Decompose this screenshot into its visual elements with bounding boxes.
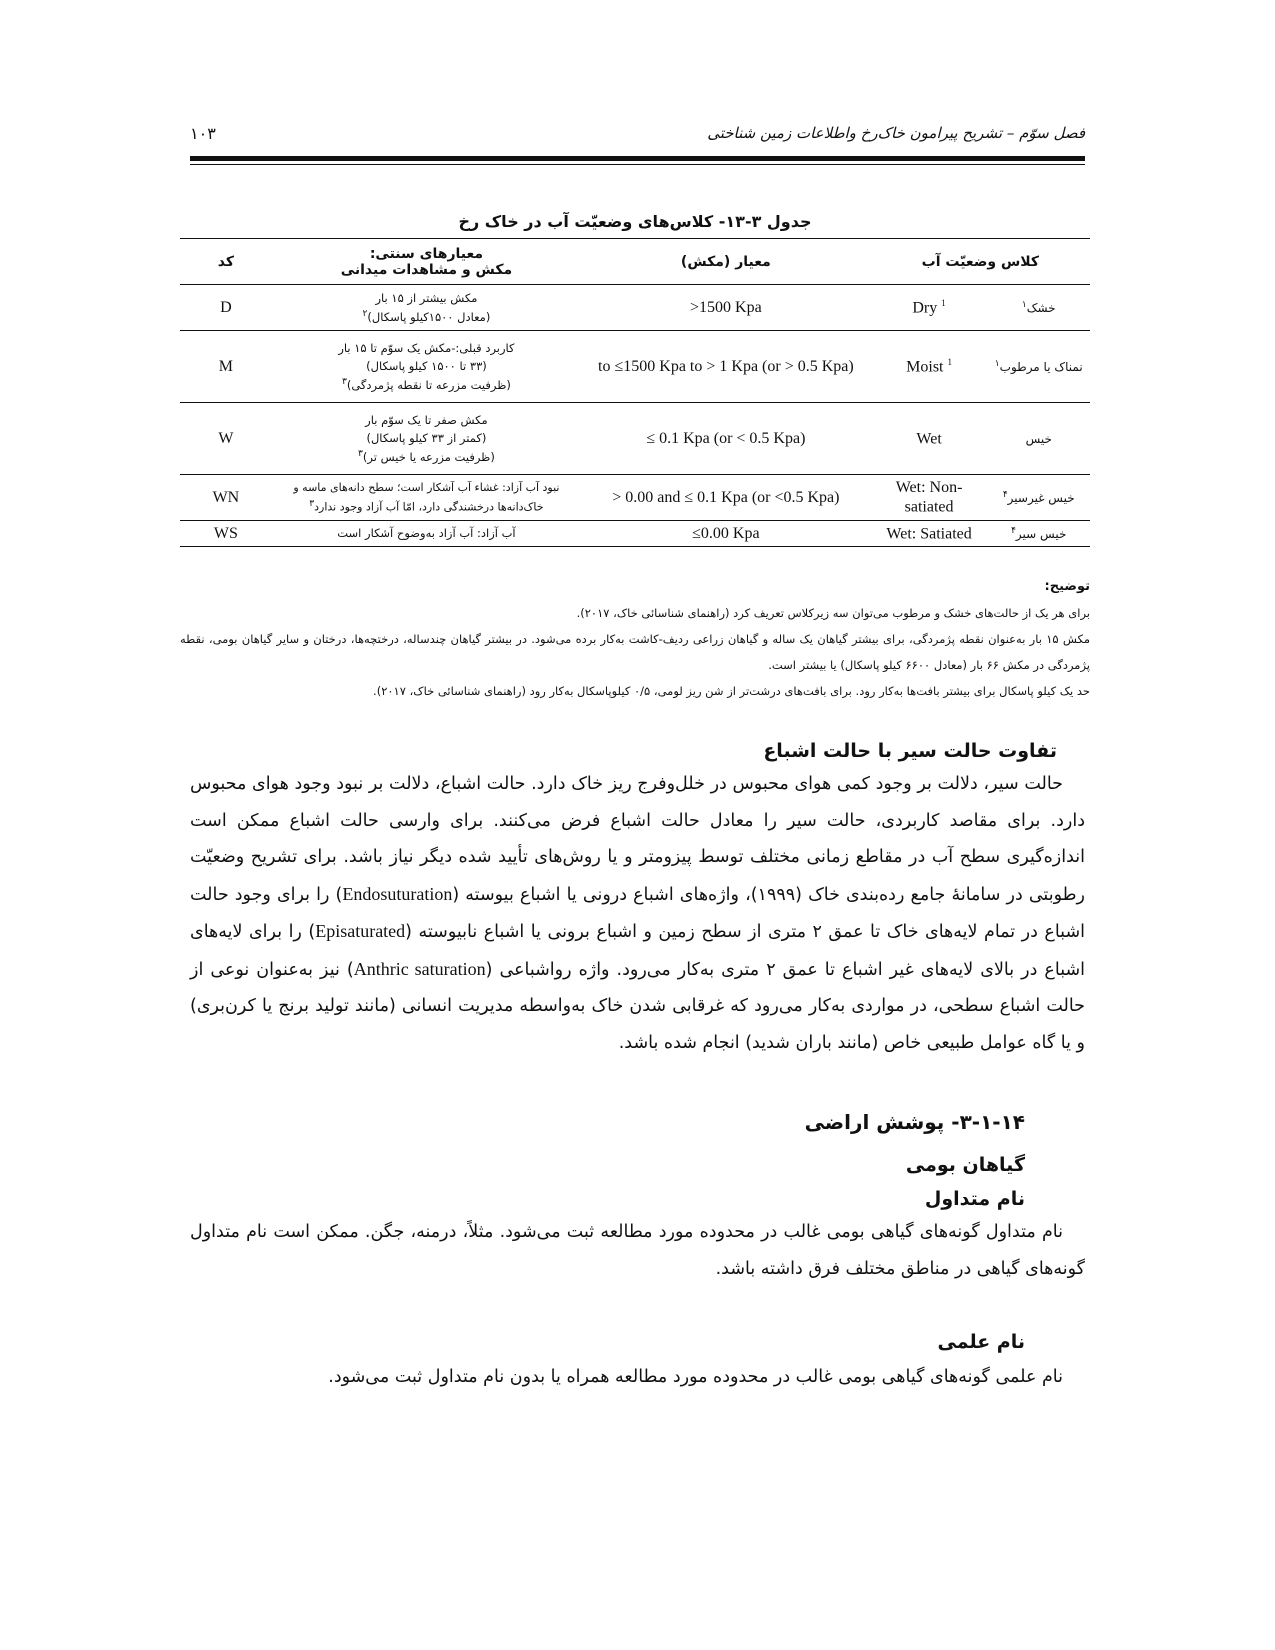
header-rule-thick — [190, 156, 1085, 161]
row-english: Wet — [916, 430, 942, 448]
header-traditional-line2: مکش و مشاهدات میدانی — [340, 261, 513, 278]
section-heading: تفاوت حالت سیر با حالت اشباع — [763, 740, 1057, 762]
row-code: WS — [213, 524, 238, 542]
row-code: W — [218, 429, 234, 447]
row-name: خیس غیرسیر$^۴$ — [1002, 490, 1075, 505]
row-code: M — [218, 357, 234, 375]
subheading-common-name: نام متداول — [924, 1188, 1025, 1210]
table-row — [180, 475, 1090, 521]
table-row — [180, 403, 1090, 475]
table-header-row — [180, 239, 1090, 285]
table-caption: جدول ۳-۱۳- کلاس‌های وضعیّت آب در خاک رخ — [458, 212, 812, 231]
term-endosaturation: Endosuturation — [342, 883, 453, 904]
row-criterion: >1500 Kpa — [690, 298, 762, 316]
table-row — [180, 285, 1090, 331]
running-header — [190, 118, 1085, 148]
body-paragraph: حالت سیر، دلالت بر وجود کمی هوای محبوس در خلل‌وفرج ریز خاک دارد. حالت اشباع، دلالت بر نبود وجود هوای محبوس دارد. برای مقاصد کاربردی، حالت سیر را معادل حالت اشباع فرض می‌کنند. برای وارسی حالت اشباع ممکن است اندازه‌گیری سطح آب در مقاطع زمانی مختلف توسط پیزومتر و یا روش‌های تأیید شده دیگر نیاز باشد. برای تشریح وضعیّت رطوبتی در سامانهٔ جامع رده‌بندی خاک (۱۹۹۹)، واژه‌های اشباع درونی یا اشباع بیوسته (Endosuturation) را برای وجود حالت اشباع در تمام لایه‌های خاک تا عمق ۲ متری از سطح زمین و اشباع برونی یا اشباع نابیوسته (Episaturated) را برای لایه‌های اشباع در بالای لایه‌های غیر اشباع تا عمق ۲ متری به‌کار می‌رود. واژه رواشباعی (Anthric saturation) نیز به‌عنوان نوعی از حالت اشباع سطحی، در مواردی به‌کار می‌رود که غرقابی شدن خاک به‌واسطه مدیریت انسانی (مانند تولید برنج یا کرن‌بری) و یا گاه عوامل طبیعی خاص (مانند باران شدید) انجام شده باشد. — [190, 774, 1086, 1053]
row-traditional: آب آزاد: آب آزاد به‌وضوح آشکار است — [337, 526, 516, 541]
section-land-cover — [190, 1110, 1085, 1396]
header-code: کد — [217, 253, 235, 270]
row-criterion: ≤ 0.1 Kpa (or < 0.5 Kpa) — [646, 429, 806, 447]
body-paragraph: نام متداول گونه‌های گیاهی بومی غالب در محدوده مورد مطالعه ثبت می‌شود. مثلاً، درمنه، جگن. ممکن است نام متداول گونه‌های گیاهی در مناطق مختلف فرق داشته باشد. — [190, 1222, 1085, 1279]
table-row — [180, 331, 1090, 403]
row-traditional: کاربرد قبلی:-مکش یک سوّم تا ۱۵ بار (۳۳ تا ۱۵۰۰ کیلو پاسکال) (ظرفیت مزرعه تا نقطه پژمردگی)$^۳$ — [338, 340, 515, 393]
body-paragraph: نام علمی گونه‌های گیاهی بومی غالب در محدوده مورد مطالعه همراه یا بدون نام متداول ثبت می‌شود. — [328, 1367, 1063, 1387]
subheading-native-plants: گیاهان بومی — [905, 1154, 1025, 1176]
row-name: خیس — [1025, 432, 1052, 446]
term-episaturated: Episaturated — [315, 921, 406, 941]
row-traditional: مکش بیشتر از ۱۵ بار (معادل ۱۵۰۰کیلو پاسکال)$^۲$ — [362, 290, 491, 324]
row-english: Moist $^1$ — [906, 356, 952, 376]
header-rule-thin — [190, 164, 1085, 165]
table-row — [180, 521, 1090, 547]
term-anthric: Anthric saturation — [353, 958, 486, 979]
header-class: کلاس وضعیّت آب — [921, 253, 1040, 270]
row-criterion: to ≤1500 Kpa to > 1 Kpa (or > 0.5 Kpa) — [598, 357, 854, 375]
water-status-table — [180, 238, 1090, 547]
row-english: Wet: Satiated — [886, 525, 972, 543]
row-name: خیس سیر$^۴$ — [1011, 526, 1067, 541]
header-criterion: معیار (مکش) — [680, 253, 771, 270]
row-code: D — [220, 298, 232, 316]
table-notes — [180, 574, 1090, 704]
row-criterion: ≤0.00 Kpa — [692, 524, 760, 542]
chapter-title: فصل سوّم – تشریح پیرامون خاک‌رخ واطلاعات زمین شناختی — [707, 124, 1085, 142]
row-name: خشک$^۱$ — [1021, 300, 1056, 315]
row-code: WN — [212, 488, 240, 506]
row-traditional: نبود آب آزاد: غشاء آب آشکار است؛ سطح دانه‌های ماسه و خاک‌دانه‌ها درخشندگی دارد، امّا آب آزاد وجود ندارد$^۳$ — [293, 481, 560, 514]
row-english: Dry $^1$ — [912, 297, 946, 317]
row-name: نمناک یا مرطوب$^۱$ — [994, 359, 1083, 374]
section-heading: ۳-۱-۱۴- پوشش اراضی — [804, 1110, 1025, 1134]
row-criterion: > 0.00 and ≤ 0.1 Kpa (or <0.5 Kpa) — [612, 488, 840, 506]
note-item: برای هر یک از حالت‌های خشک و مرطوب می‌توان سه زیرکلاس تعریف کرد (راهنمای شناسائی خاک، ۲۰۱۷). — [576, 606, 1090, 620]
row-traditional: مکش صفر تا یک سوّم بار (کمتر از ۳۳ کیلو پاسکال) (ظرفیت مزرعه یا خیس تر)$^۳$ — [358, 412, 495, 465]
subheading-scientific-name: نام علمی — [937, 1331, 1025, 1353]
page-number: ۱۰۳ — [190, 124, 216, 143]
header-traditional — [272, 239, 581, 285]
note-item: مکش ۱۵ بار به‌عنوان نقطه پژمردگی، برای بیشتر گیاهان یک ساله و گیاهان زراعی ردیف-کاشت به‌کار برده می‌شود. در بیشتر گیاهان چندساله، درختچه‌ها، درختان و سایر گیاهان بومی، نقطه پژمردگی در مکش ۶۶ بار (معادل ۶۶۰۰ کیلو پاسکال) یا بیشتر است. — [180, 632, 1091, 672]
header-traditional-line1: معیارهای سنتی: — [369, 245, 484, 262]
notes-title: توضیح: — [1044, 579, 1090, 594]
note-item: حد یک کیلو پاسکال برای بیشتر بافت‌ها به‌کار رود. برای بافت‌های درشت‌تر از شن ریز لومی، ۰/۵ کیلوپاسکال به‌کار رود (راهنمای شناسائی خاک، ۲۰۱۷). — [373, 684, 1090, 698]
section-saturation — [190, 740, 1085, 1061]
row-english: Wet: Non-satiated — [895, 478, 963, 516]
